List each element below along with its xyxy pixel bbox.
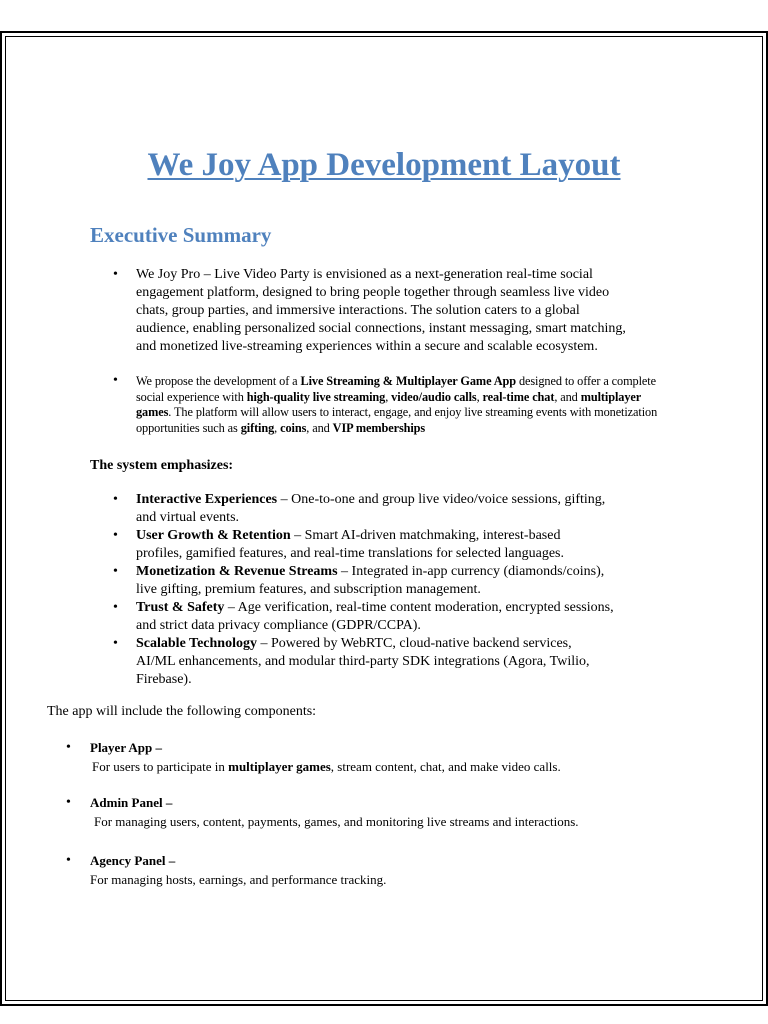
text-run: designed to offer a complete social experience with [136, 374, 656, 404]
text-run-bold: real-time chat [482, 389, 555, 404]
text-run: , stream content, chat, and make video calls. [330, 759, 561, 774]
emphasis-item-text: live gifting, premium features, and subscription management. [136, 582, 481, 597]
bullet-glyph: • [113, 492, 118, 507]
section-heading: Executive Summary [90, 223, 272, 247]
summary-bullet-2-text [136, 374, 673, 436]
emphasis-item-text: profiles, gamified features, and real-time translations for selected languages. [136, 546, 564, 561]
emphasis-item-text: – Integrated in-app currency (diamonds/coins), [337, 564, 605, 579]
text-run-bold: VIP memberships [332, 420, 426, 435]
bullet-glyph: • [113, 528, 118, 543]
emphasis-item-title: Interactive Experiences [136, 492, 278, 507]
emphasis-list [113, 491, 673, 689]
emphasis-heading: The system emphasizes: [90, 458, 234, 473]
bullet-glyph: • [113, 373, 118, 388]
emphasis-item [113, 635, 673, 689]
component-name: Admin Panel – [90, 795, 173, 810]
text-run: , and [306, 420, 333, 435]
text-run: . The platform will allow users to interact, engage, and enjoy live streaming events with monetization opportunities such as [136, 405, 658, 435]
text-run: , [476, 389, 483, 404]
emphasis-item-title: Scalable Technology [136, 636, 257, 651]
bullet-glyph: • [113, 267, 118, 282]
bullet-glyph: • [113, 636, 118, 651]
text-run: , [385, 389, 392, 404]
emphasis-item-text: – Smart AI-driven matchmaking, interest-based [290, 528, 561, 543]
emphasis-item-text: – Powered by WebRTC, cloud-native backend services, [256, 636, 572, 651]
text-run-bold: coins [280, 420, 307, 435]
component-description [92, 759, 561, 775]
component-name: Agency Panel – [90, 853, 176, 868]
emphasis-item-text: Firebase). [136, 672, 192, 687]
components-intro: The app will include the following components: [47, 704, 317, 719]
bullet-glyph: • [66, 795, 71, 810]
emphasis-item [113, 527, 673, 563]
text-run: , [274, 420, 281, 435]
emphasis-item-title: User Growth & Retention [136, 528, 291, 543]
emphasis-item-text: – One-to-one and group live video/voice sessions, gifting, [277, 492, 606, 507]
emphasis-item-title: Monetization & Revenue Streams [136, 564, 338, 579]
component-description [90, 872, 386, 888]
text-run: For users to participate in [92, 759, 229, 774]
emphasis-item-text: AI/ML enhancements, and modular third-party SDK integrations (Agora, Twilio, [136, 654, 590, 669]
emphasis-item-text: and strict data privacy compliance (GDPR/CCPA). [136, 618, 421, 633]
text-run-bold: multiplayer games [228, 759, 331, 774]
bullet-glyph: • [113, 600, 118, 615]
text-run-bold: high-quality live streaming [246, 389, 386, 404]
bullet-glyph: • [113, 564, 118, 579]
text-run-bold: Live Streaming & Multiplayer Game App [300, 374, 516, 388]
text-run-bold: multiplayer games [136, 389, 641, 419]
text-line: chats, group parties, and immersive interactions. The solution caters to a global [136, 303, 580, 318]
emphasis-item [113, 563, 673, 599]
text-run-bold: gifting [240, 420, 275, 435]
emphasis-item [113, 599, 673, 635]
component-name: Player App – [90, 740, 162, 755]
emphasis-item [113, 491, 673, 527]
emphasis-item-title: Trust & Safety [136, 600, 225, 615]
text-run: For managing users, content, payments, games, and monitoring live streams and interactions. [94, 814, 579, 829]
document-title: We Joy App Development Layout [147, 147, 621, 183]
emphasis-item-text: – Age verification, real-time content moderation, encrypted sessions, [224, 600, 614, 615]
text-run: For managing hosts, earnings, and performance tracking. [90, 872, 387, 887]
text-line: audience, enabling personalized social connections, instant messaging, smart matching, [136, 321, 626, 336]
text-line: We Joy Pro – Live Video Party is envisioned as a next-generation real-time social [136, 267, 593, 282]
emphasis-item-text: and virtual events. [136, 510, 240, 525]
bullet-glyph: • [66, 853, 71, 868]
component-description [94, 814, 579, 830]
text-run: We propose the development of a [136, 374, 301, 388]
text-line: and monetized live-streaming experiences within a secure and scalable ecosystem. [136, 339, 598, 354]
bullet-glyph: • [66, 740, 71, 755]
summary-bullet-1-text [136, 266, 626, 356]
text-line: engagement platform, designed to bring people together through seamless live video [136, 285, 610, 300]
text-run-bold: video/audio calls [391, 389, 477, 404]
text-run: , and [554, 389, 581, 404]
